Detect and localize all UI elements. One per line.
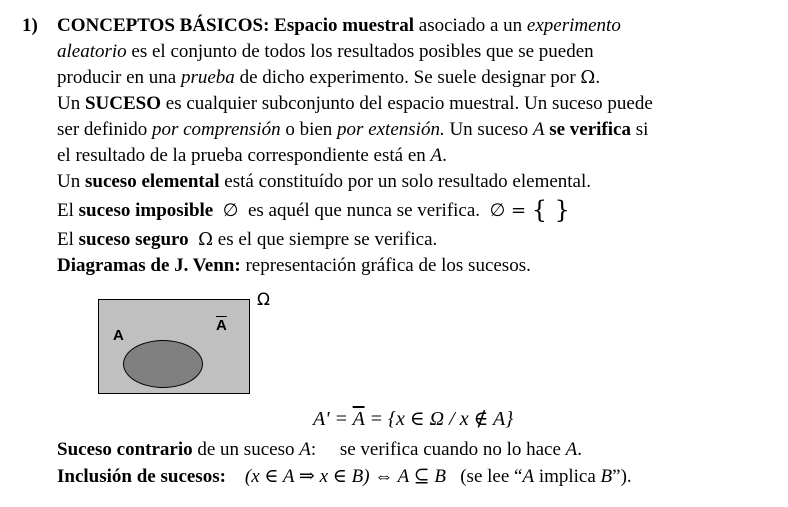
omega-symbol: Ω bbox=[198, 229, 214, 250]
term-contrario: Suceso contrario bbox=[57, 439, 193, 460]
line-2: aleatorio es el conjunto de todos los resultados posibles que se pueden bbox=[57, 41, 594, 62]
line-8: El suceso imposible ∅ es aquél que nunca se verifica. ∅ = { } bbox=[57, 196, 570, 224]
empty-set-symbol: ∅ bbox=[489, 200, 506, 221]
complement-formula: $A' = \overline{A} = \{x$ ∈ Ω / x ∉ A} bbox=[313, 408, 514, 430]
line-3: producir en una prueba de dicho experimento. Se suele designar por Ω. bbox=[57, 67, 601, 88]
section-title: CONCEPTOS BÁSICOS: bbox=[57, 15, 270, 36]
line-10: Diagramas de J. Venn: representación gráfica de los sucesos. bbox=[57, 255, 531, 276]
term-elemental: suceso elemental bbox=[84, 171, 220, 192]
line-9: El suceso seguro Ω es el que siempre se verifica. bbox=[57, 229, 438, 250]
line-11: Suceso contrario de un suceso A: se verifica cuando no lo hace A. bbox=[57, 439, 583, 460]
inclusion-formula: (x ∈ A ⇒ x ∈ B) ⇔ A ⊆ B bbox=[244, 466, 446, 487]
venn-set-a-ellipse bbox=[123, 340, 203, 388]
term-venn: Diagramas de J. Venn: bbox=[57, 255, 241, 276]
venn-label-complement-a: $\overline{A}$ bbox=[216, 317, 227, 334]
section-number: 1) bbox=[22, 15, 38, 36]
venn-label-a: A bbox=[113, 327, 124, 344]
line-7: Un suceso elemental está constituído por un solo resultado elemental. bbox=[57, 171, 592, 192]
line-12: Inclusión de sucesos: (x ∈ A ⇒ x ∈ B) ⇔ A ⊆ B (se lee “A implica B”). bbox=[57, 466, 632, 487]
venn-label-omega: Ω bbox=[257, 290, 270, 310]
empty-braces: { } bbox=[531, 196, 570, 224]
term-suceso: SUCESO bbox=[84, 93, 162, 114]
line-6: el resultado de la prueba correspondiente está en A. bbox=[57, 145, 447, 166]
line-4: Un SUCESO es cualquier subconjunto del espacio muestral. Un suceso puede bbox=[57, 93, 653, 114]
term-inclusion: Inclusión de sucesos: bbox=[57, 466, 226, 487]
term-seguro: suceso seguro bbox=[78, 229, 189, 250]
line-5: ser definido por comprensión o bien por extensión. Un suceso A se verifica si bbox=[57, 119, 649, 140]
line-1: CONCEPTOS BÁSICOS: Espacio muestral asociado a un experimento bbox=[57, 15, 621, 36]
omega-symbol: Ω bbox=[580, 67, 596, 88]
term-imposible: suceso imposible bbox=[78, 200, 214, 221]
empty-set-symbol: ∅ bbox=[222, 200, 239, 221]
term-sample-space: Espacio muestral bbox=[274, 15, 415, 36]
